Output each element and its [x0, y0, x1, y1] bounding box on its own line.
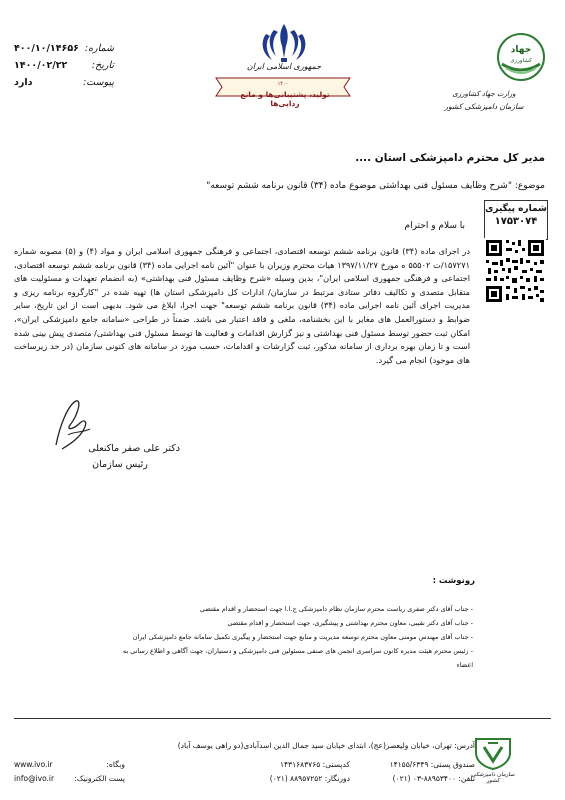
date-value: ۱۴۰۰/۰۲/۲۲	[14, 60, 68, 71]
footer-address: آدرس: تهران، خیابان ولیعصر(عج)، ابتدای خیابان سید جمال الدین اسدآبادی(دو راهی یوسف آباد)	[177, 741, 475, 750]
phone-value: ۸۸۹۵۳۴۰۰-۰۳ (۰۲۱)	[392, 774, 456, 783]
fax	[270, 774, 350, 783]
cc-item: - جناب آقای دکتر صفری ریاست محترم سازمان نظام دامپزشکی ج.ا.ا جهت استحضار و اقدام مقتضی	[199, 605, 473, 613]
greeting: با سلام و احترام	[404, 221, 465, 231]
attachment-row	[14, 74, 114, 91]
tracking-value: ۱۷۵۳۰۷۴	[494, 216, 538, 227]
ministry-name: وزارت جهاد کشاورزی	[452, 90, 516, 98]
letter-meta	[14, 40, 114, 91]
signer-block	[60, 441, 180, 473]
attachment-value: دارد	[14, 77, 33, 88]
qr-code-icon[interactable]	[484, 238, 546, 304]
logo-text-top: جهاد	[510, 45, 532, 55]
fax-label: دورنگار:	[324, 774, 350, 783]
date-row	[14, 57, 114, 74]
tracking-box	[484, 200, 548, 240]
pobox-value: ۱۴۱۵۵/۶۳۴۹	[389, 760, 429, 769]
email-value[interactable]: info@ivo.ir	[14, 774, 55, 783]
veterinary-organization-logo-icon	[468, 733, 518, 771]
cc-item: - رئیس محترم هیئت مدیره کانون سراسری انجمن های صنفی مسئولین فنی دامپزشکی و دستیاران، جهت آگاهی و اطلاع رسانی به اعضاء	[122, 647, 473, 669]
postcode-value: ۱۴۳۱۶۸۳۷۶۵	[279, 760, 321, 769]
cc-item: - جناب آقای مهندس مومنی معاون محترم توسعه مدیریت و منابع جهت استحضار و پیگیری تکمیل سامانه جامع دامپزشکی ایران	[132, 633, 473, 641]
number-row	[14, 40, 114, 57]
email-label: پست الکترونیک:	[74, 774, 125, 783]
postcode	[280, 760, 350, 769]
svg-text:۱۴۰۰: ۱۴۰۰	[277, 81, 289, 87]
tracking-label: شماره پیگیری	[485, 204, 547, 214]
pobox-label: صندوق پستی:	[430, 760, 475, 769]
logo-text-bottom: کشاورزی	[510, 58, 532, 64]
footer-divider	[14, 718, 551, 719]
country-name: جمهوری اسلامی ایران	[246, 62, 322, 71]
signer-name: دکتر علی صفر ماکنعلی	[88, 443, 180, 454]
website	[106, 760, 125, 769]
pobox	[390, 760, 475, 769]
iran-emblem-icon	[252, 20, 316, 66]
phone	[393, 774, 475, 783]
cc-item: - جناب آقای دکتر نقیبی، معاون محترم بهداشتی و پیشگیری، جهت استحضار و اقدام مقتضی	[227, 619, 473, 627]
email	[74, 774, 125, 783]
date-label: تاریخ:	[91, 60, 114, 71]
attachment-label: پیوست:	[83, 77, 114, 88]
organization-name: سازمان دامپزشکی کشور	[444, 102, 524, 111]
cc-title: رونوشت :	[432, 576, 475, 586]
year-slogan: تولید، پشتیبانی‌ها و مانع زدایی‌ها	[240, 90, 330, 108]
letter-body: در اجرای ماده (۳۴) قانون برنامه ششم توسعه اقتصادی، اجتماعی و فرهنگی جمهوری اسلامی ایران و مواد (۴) و (۵) مصوبه شماره ۱۵۷۲۷۱/ت ۵۵۵۰۲ ه مورخ ۱۳۹۷/۱۱/۲۷ هیات محترم وزیران با عنوان "آئین نامه اجرایی ماده (۳۴) قانون برنامه ششم توسعه اقتصادی، اجتماعی و فرهنگی جمهوری اسلامی ایران"، بدین وسیله «شرح وظایف مسئول فنی بهداشتی» (به انضمام تعهدات و مسئولیت های متقابل متصدی و تکالیف دفاتر ستادی مرتبط در سازمان/ ادارات کل دامپزشکی استان ها) تهیه شده در "کارگروه برنامه ریزی و مدیریت اجرای آئین نامه اجرایی ماده (۳۴) قانون برنامه ششم توسعه" جهت اجرا، ابلاغ می شود. بدیهی است از این تاریخ، سایر ضوابط و دستورالعمل های مغایر با این بخشنامه، ملغی و فاقد اعتبار می باشد. ضمناً در طراحی «سامانه جامع دامپزشکی ایران»، امکان ثبت حضور توسط مسئول فنی بهداشتی و نیز گزارش اقدامات و فعالیت ها توسط مسئول فنی بهداشتی/ متصدی پیش بینی شده است و تا زمان بهره برداری از سامانه مذکور، ثبت گزارشات و اقدامات، حسب مورد در سامانه های کنونی سازمان (در حد زیرساخت های موجود) انجام می گیرد.	[14, 246, 471, 365]
cc-list	[113, 602, 473, 672]
phone-label: تلفن:	[458, 774, 475, 783]
website-value[interactable]: www.ivo.ir	[14, 760, 53, 769]
website-label: وبگاه:	[106, 760, 125, 769]
footer-logo-text: سازمان دامپزشکی کشور	[471, 772, 515, 784]
number-value: ۴۰۰/۱۰/۱۴۶۵۶	[14, 43, 79, 54]
signer-title: رئیس سازمان	[92, 459, 148, 470]
subject-line: موضوع: "شرح وظایف مسئول فنی بهداشتی موضوع ماده (۳۴) قانون برنامه ششم توسعه"	[206, 181, 545, 191]
postcode-label: کدپستی:	[322, 760, 350, 769]
recipient: مدیر کل محترم دامپزشکی استان ....	[355, 152, 545, 164]
fax-value: ۸۸۹۵۷۲۵۲ (۰۲۱)	[269, 774, 323, 783]
jihad-agriculture-logo-icon	[496, 32, 546, 82]
number-label: شماره:	[84, 43, 114, 54]
